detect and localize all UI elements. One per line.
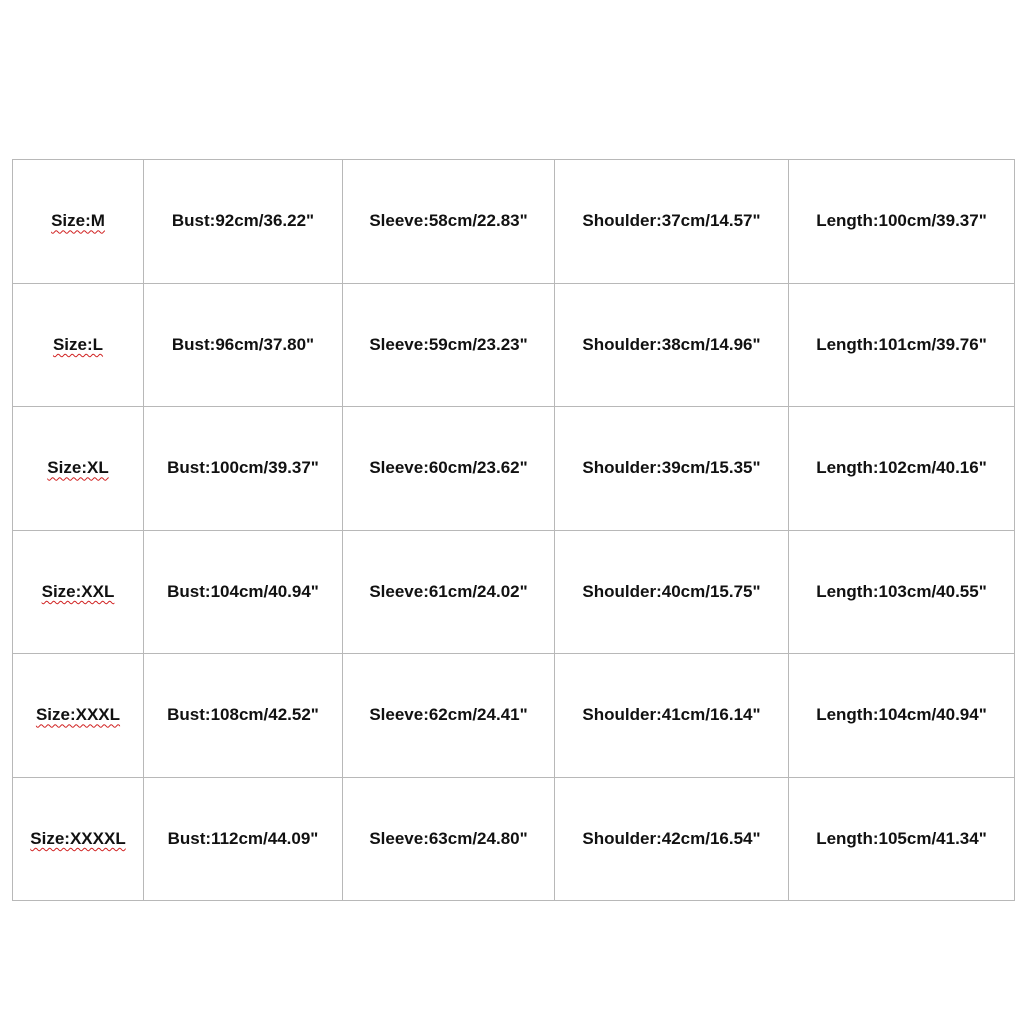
size-cell (13, 407, 144, 531)
table-row (13, 654, 1015, 778)
bust-cell: Bust:112cm/44.09" (144, 777, 343, 901)
sleeve-cell: Sleeve:59cm/23.23" (343, 283, 555, 407)
length-cell: Length:101cm/39.76" (789, 283, 1015, 407)
bust-cell: Bust:108cm/42.52" (144, 654, 343, 778)
size-cell (13, 654, 144, 778)
sleeve-cell: Sleeve:60cm/23.62" (343, 407, 555, 531)
size-cell (13, 283, 144, 407)
length-cell: Length:102cm/40.16" (789, 407, 1015, 531)
size-label: Size:XL (47, 458, 109, 478)
size-label: Size:XXXL (35, 705, 121, 725)
size-label: Size:L (52, 334, 104, 354)
table-row (13, 283, 1015, 407)
size-label: Size:M (51, 211, 105, 231)
sleeve-cell: Sleeve:63cm/24.80" (343, 777, 555, 901)
shoulder-cell: Shoulder:41cm/16.14" (555, 654, 789, 778)
table-row (13, 530, 1015, 654)
shoulder-cell: Shoulder:42cm/16.54" (555, 777, 789, 901)
bust-cell: Bust:92cm/36.22" (144, 160, 343, 284)
size-cell (13, 777, 144, 901)
table-row (13, 777, 1015, 901)
shoulder-cell: Shoulder:38cm/14.96" (555, 283, 789, 407)
length-cell: Length:105cm/41.34" (789, 777, 1015, 901)
length-cell: Length:103cm/40.55" (789, 530, 1015, 654)
table-row (13, 160, 1015, 284)
table-row (13, 407, 1015, 531)
size-chart-table (12, 159, 1015, 901)
shoulder-cell: Shoulder:40cm/15.75" (555, 530, 789, 654)
bust-cell: Bust:96cm/37.80" (144, 283, 343, 407)
size-cell (13, 530, 144, 654)
bust-cell: Bust:104cm/40.94" (144, 530, 343, 654)
size-label: Size:XXXXL (30, 828, 126, 848)
size-label: Size:XXL (41, 581, 115, 601)
sleeve-cell: Sleeve:62cm/24.41" (343, 654, 555, 778)
length-cell: Length:100cm/39.37" (789, 160, 1015, 284)
sleeve-cell: Sleeve:61cm/24.02" (343, 530, 555, 654)
shoulder-cell: Shoulder:39cm/15.35" (555, 407, 789, 531)
shoulder-cell: Shoulder:37cm/14.57" (555, 160, 789, 284)
size-cell (13, 160, 144, 284)
length-cell: Length:104cm/40.94" (789, 654, 1015, 778)
bust-cell: Bust:100cm/39.37" (144, 407, 343, 531)
sleeve-cell: Sleeve:58cm/22.83" (343, 160, 555, 284)
